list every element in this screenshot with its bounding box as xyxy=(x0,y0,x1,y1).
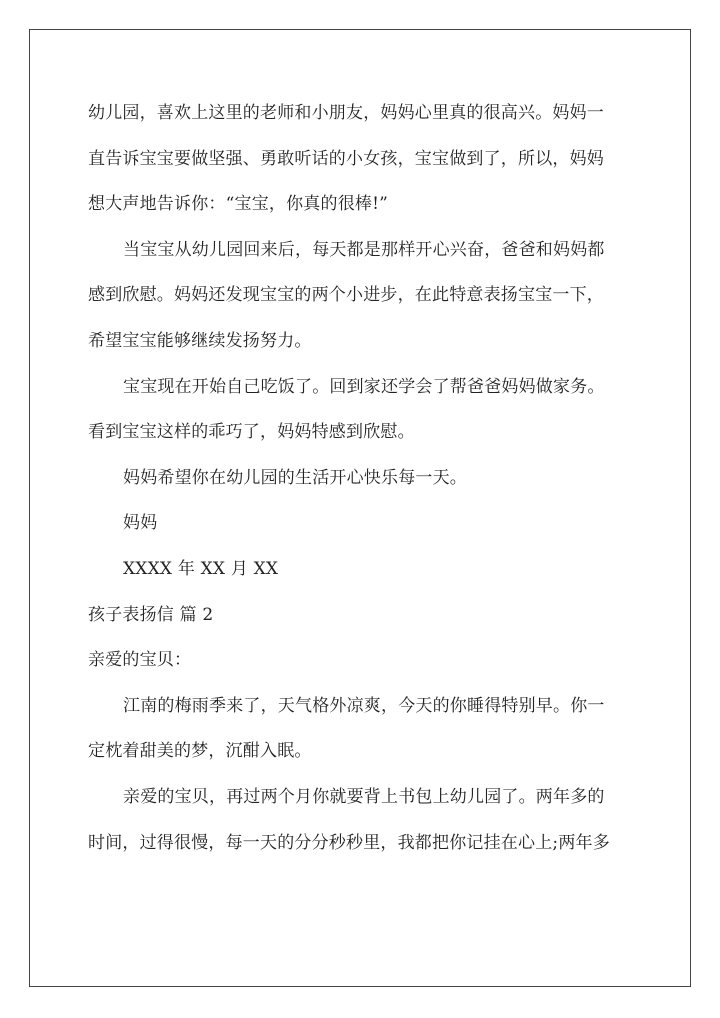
text-line: 想大声地告诉你：“宝宝，你真的很棒!” xyxy=(88,194,389,215)
paragraph-start-line: 当宝宝从幼儿园回来后，每天都是那样开心兴奋，爸爸和妈妈都 xyxy=(123,239,605,260)
text-line: 感到欣慰。妈妈还发现宝宝的两个小进步，在此特意表扬宝宝一下， xyxy=(88,285,604,306)
text-line: 直告诉宝宝要做坚强、勇敢听话的小女孩，宝宝做到了，所以，妈妈 xyxy=(88,148,604,169)
text-line: 定枕着甜美的梦，沉酣入眠。 xyxy=(88,741,312,762)
text-line: 幼儿园，喜欢上这里的老师和小朋友，妈妈心里真的很高兴。妈妈一 xyxy=(88,103,604,123)
text-line: 时间，过得很慢，每一天的分分秒秒里，我都把你记挂在心上;两年多 xyxy=(88,832,610,853)
text-line: 希望宝宝能够继续发扬努力。 xyxy=(88,330,312,351)
paragraph-start-line: 宝宝现在开始自己吃饭了。回到家还学会了帮爸爸妈妈做家务。 xyxy=(123,376,605,397)
letter-body xyxy=(88,91,638,866)
paragraph-start-line: 亲爱的宝贝，再过两个月你就要背上书包上幼儿园了。两年多的 xyxy=(123,786,605,807)
paragraph-start-line: 江南的梅雨季来了，天气格外凉爽，今天的你睡得特别早。你一 xyxy=(123,695,605,716)
date-line: XXXX 年 XX 月 XX xyxy=(123,558,279,579)
salutation: 亲爱的宝贝： xyxy=(88,650,192,671)
section-heading: 孩子表扬信 篇 2 xyxy=(88,604,214,625)
text-line: 看到宝宝这样的乖巧了，妈妈特感到欣慰。 xyxy=(88,422,415,443)
signature: 妈妈 xyxy=(123,513,158,534)
paragraph-start-line: 妈妈希望你在幼儿园的生活开心快乐每一天。 xyxy=(123,467,467,488)
